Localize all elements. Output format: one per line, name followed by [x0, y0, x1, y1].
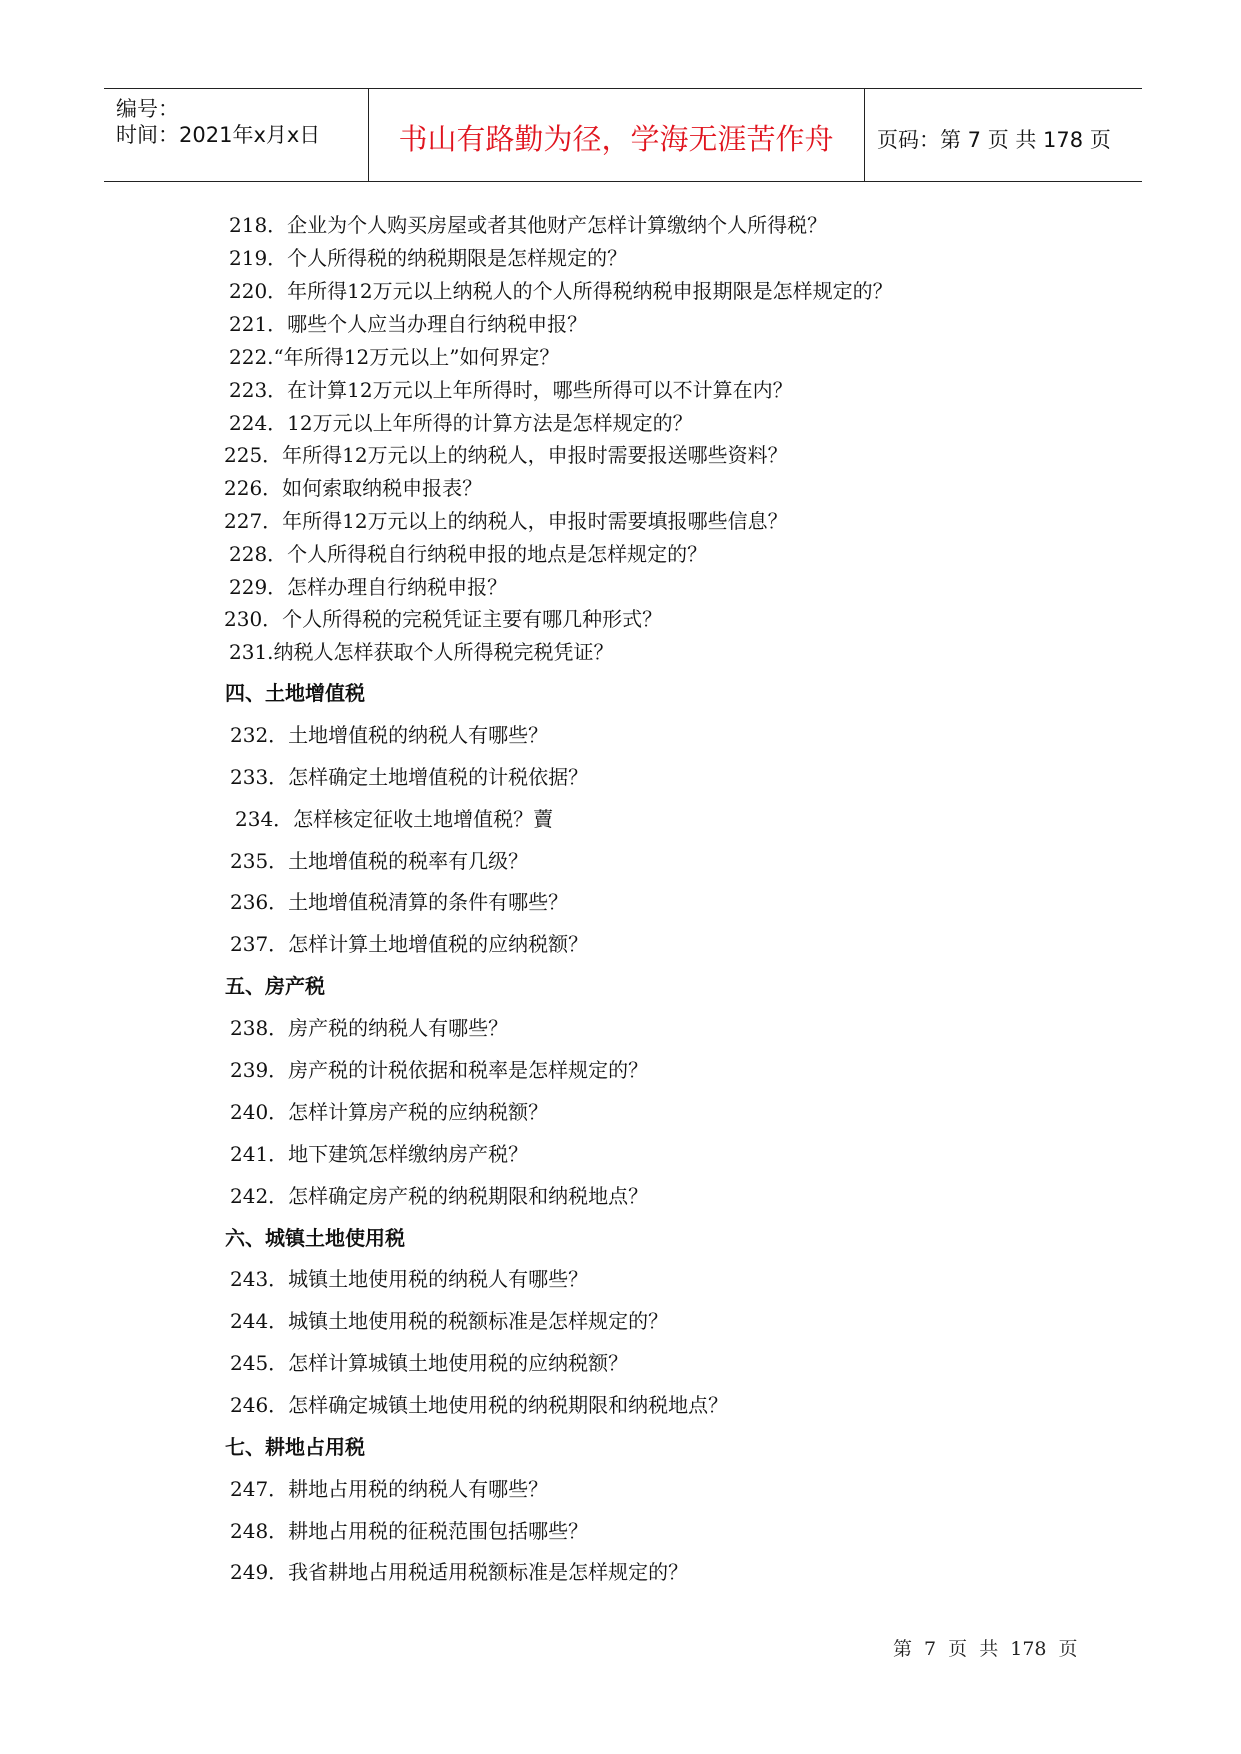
question-item: 228．个人所得税自行纳税申报的地点是怎样规定的？ [229, 542, 708, 566]
serial-number-label: 编号： [116, 97, 179, 121]
question-item: 242．怎样确定房产税的纳税期限和纳税地点？ [230, 1184, 649, 1208]
question-item: 248．耕地占用税的征税范围包括哪些？ [230, 1519, 589, 1543]
question-item: 243．城镇土地使用税的纳税人有哪些？ [230, 1267, 589, 1291]
question-item: 225．年所得12万元以上的纳税人，申报时需要报送哪些资料？ [224, 443, 788, 467]
question-item: 234．怎样核定征收土地增值税？藚 [235, 807, 554, 831]
question-item: 247．耕地占用税的纳税人有哪些？ [230, 1477, 549, 1501]
question-item: 233．怎样确定土地增值税的计税依据？ [230, 765, 589, 789]
question-item: 239．房产税的计税依据和税率是怎样规定的？ [230, 1058, 649, 1082]
page-footer: 第 7 页 共 178 页 [893, 1638, 1078, 1660]
header-table [104, 88, 1142, 182]
question-item: 249．我省耕地占用税适用税额标准是怎样规定的？ [230, 1560, 689, 1584]
question-item: 219．个人所得税的纳税期限是怎样规定的？ [229, 246, 628, 270]
question-item: 241．地下建筑怎样缴纳房产税？ [230, 1142, 529, 1166]
question-item: 240．怎样计算房产税的应纳税额？ [230, 1100, 549, 1124]
section-heading: 五、房产税 [225, 974, 325, 998]
header-middle-cell [368, 89, 865, 181]
page-info: 页码：第 7 页 共 178 页 [877, 128, 1111, 152]
question-item: 244．城镇土地使用税的税额标准是怎样规定的？ [230, 1309, 669, 1333]
question-item: 224．12万元以上年所得的计算方法是怎样规定的？ [229, 411, 693, 435]
question-item: 220．年所得12万元以上纳税人的个人所得税纳税申报期限是怎样规定的？ [229, 279, 893, 303]
question-item: 229．怎样办理自行纳税申报？ [229, 575, 508, 599]
section-heading: 六、城镇土地使用税 [225, 1226, 405, 1250]
motto-text: 书山有路勤为径，学海无涯苦作舟 [398, 122, 834, 156]
question-item: 237．怎样计算土地增值税的应纳税额？ [230, 932, 589, 956]
question-item: 226．如何索取纳税申报表？ [224, 476, 483, 500]
section-heading: 四、土地增值税 [225, 681, 365, 705]
question-item: 238．房产税的纳税人有哪些？ [230, 1016, 509, 1040]
question-item: 227．年所得12万元以上的纳税人，申报时需要填报哪些信息？ [224, 509, 788, 533]
time-label: 时间：2021年x月x日 [116, 123, 321, 147]
question-item: 246．怎样确定城镇土地使用税的纳税期限和纳税地点？ [230, 1393, 729, 1417]
question-item: 221．哪些个人应当办理自行纳税申报？ [229, 312, 588, 336]
question-item: 231.纳税人怎样获取个人所得税完税凭证？ [229, 640, 614, 664]
header-left-cell [104, 89, 369, 181]
question-item: 245．怎样计算城镇土地使用税的应纳税额？ [230, 1351, 629, 1375]
question-item: 235．土地增值税的税率有几级？ [230, 849, 529, 873]
question-item: 236．土地增值税清算的条件有哪些？ [230, 890, 569, 914]
question-item: 222.“年所得12万元以上”如何界定？ [229, 345, 560, 369]
question-item: 232．土地增值税的纳税人有哪些？ [230, 723, 549, 747]
section-heading: 七、耕地占用税 [225, 1435, 365, 1459]
header-right-cell [865, 89, 1142, 181]
question-item: 223．在计算12万元以上年所得时，哪些所得可以不计算在内？ [229, 378, 793, 402]
question-item: 218．企业为个人购买房屋或者其他财产怎样计算缴纳个人所得税？ [229, 213, 828, 237]
question-item: 230．个人所得税的完税凭证主要有哪几种形式？ [224, 607, 663, 631]
